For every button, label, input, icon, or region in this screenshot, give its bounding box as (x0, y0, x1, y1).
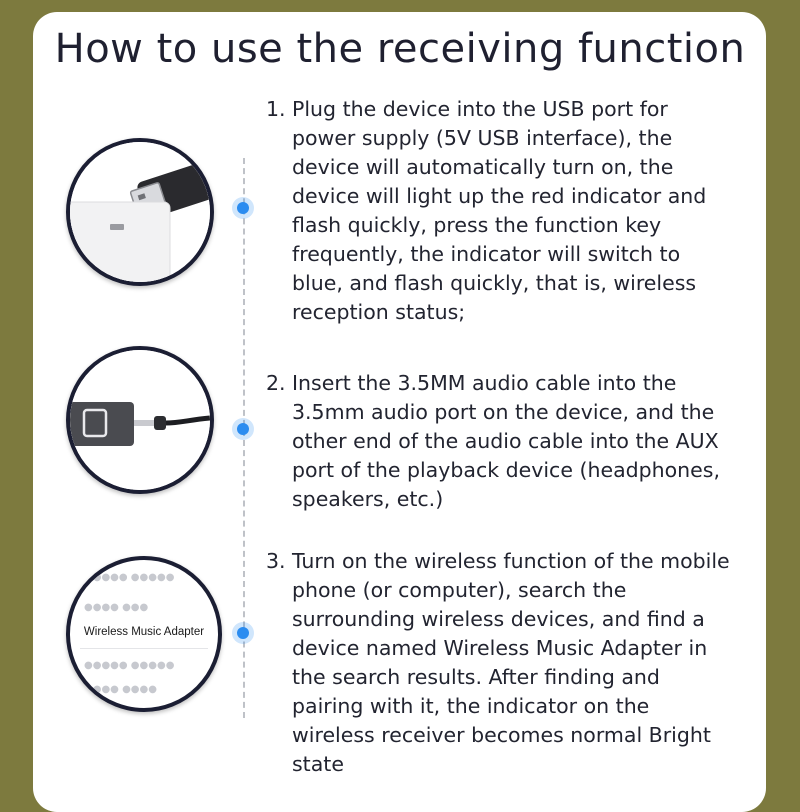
timeline-dot-3 (237, 627, 249, 639)
page-title: How to use the receiving function (54, 26, 746, 72)
step-text: Plug the device into the USB port for power supply (5V USB interface), the device will automatically turn on, the device will light up the red indicator and flash quickly, press the function key frequently, the indicator will switch to blue, and flash quickly, that is, wireless reception status; (292, 97, 707, 324)
audio-jack-icon (70, 350, 210, 490)
step-text: Turn on the wireless function of the mobile phone (or computer), search the surrounding wireless devices, and find a device named Wireless Music Adapter in the search results. After finding and pairing with it, the indicator on the wireless receiver becomes normal Bright state (292, 549, 730, 776)
step-number: 3. (266, 549, 286, 573)
list-divider (80, 648, 208, 649)
step-1 (266, 95, 736, 327)
audio-cable-illustration (66, 346, 214, 494)
timeline-dot-1 (237, 202, 249, 214)
usb-plug-illustration (66, 138, 214, 286)
device-list-illustration: ●●●●● ●●●●● ●●●● ●●● Wireless Music Adapter ●●●●● ●●●●● ●●●● ●●●● (66, 556, 222, 712)
step-number: 1. (266, 97, 286, 121)
step-3 (266, 547, 736, 779)
step-2 (266, 369, 736, 514)
step-number: 2. (266, 371, 286, 395)
device-name-label: Wireless Music Adapter (83, 626, 205, 638)
timeline-dot-2 (237, 423, 249, 435)
usb-plug-icon (70, 142, 210, 282)
step-text: Insert the 3.5MM audio cable into the 3.5mm audio port on the device, and the other end of the audio cable into the AUX port of the playback device (headphones, speakers, etc.) (292, 371, 720, 511)
